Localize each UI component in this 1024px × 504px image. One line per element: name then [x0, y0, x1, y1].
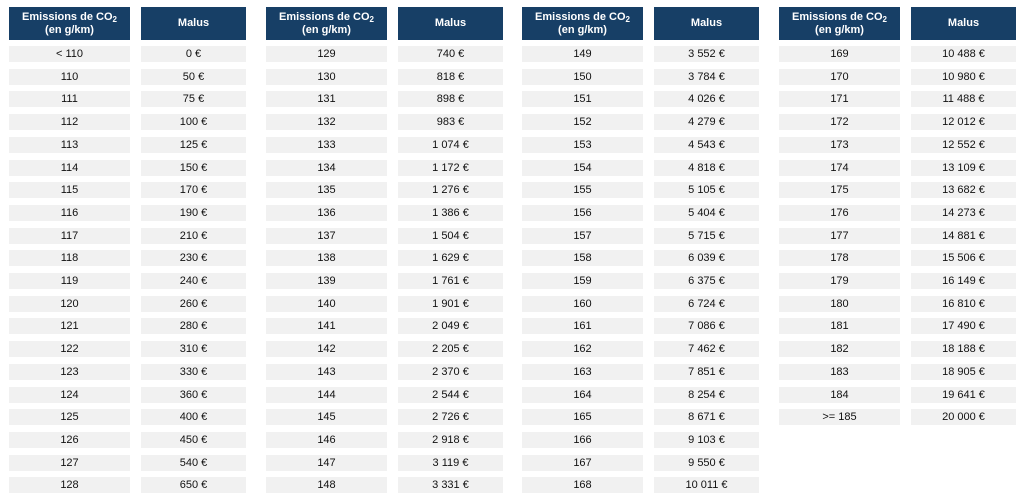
emissions-cell: 121	[9, 318, 130, 334]
malus-cell: 260 €	[141, 296, 246, 312]
malus-cell: 8 671 €	[654, 409, 759, 425]
malus-cell: 12 012 €	[911, 114, 1016, 130]
malus-cell: 18 188 €	[911, 341, 1016, 357]
emissions-cell: 165	[522, 409, 643, 425]
table-column-group	[522, 7, 759, 504]
malus-cell: 3 331 €	[398, 477, 503, 493]
emissions-cell: 148	[266, 477, 387, 493]
emissions-cell: 147	[266, 455, 387, 471]
malus-cell: 450 €	[141, 432, 246, 448]
emissions-cell: >= 185	[779, 409, 900, 425]
emissions-header-label: Emissions de CO	[535, 10, 626, 23]
emissions-cell: 117	[9, 228, 130, 244]
malus-cell: 10 011 €	[654, 477, 759, 493]
malus-cell: 360 €	[141, 387, 246, 403]
table-column-group	[266, 7, 503, 504]
malus-cell: 9 103 €	[654, 432, 759, 448]
emissions-cell: 166	[522, 432, 643, 448]
malus-cell: 1 629 €	[398, 250, 503, 266]
emissions-cell: 183	[779, 364, 900, 380]
emissions-cell: 135	[266, 182, 387, 198]
emissions-cell: 182	[779, 341, 900, 357]
emissions-cell: 132	[266, 114, 387, 130]
table-column-group	[9, 7, 246, 504]
emissions-cell: 181	[779, 318, 900, 334]
emissions-cell: 145	[266, 409, 387, 425]
malus-cell: 170 €	[141, 182, 246, 198]
emissions-cell: 170	[779, 69, 900, 85]
emissions-cell: 161	[522, 318, 643, 334]
malus-cell: 3 784 €	[654, 69, 759, 85]
emissions-cell: 136	[266, 205, 387, 221]
emissions-cell: 131	[266, 91, 387, 107]
emissions-cell: 110	[9, 69, 130, 85]
malus-cell: 650 €	[141, 477, 246, 493]
emissions-header-subscript: 2	[369, 14, 374, 24]
emissions-cell: 127	[9, 455, 130, 471]
malus-header-label: Malus	[947, 17, 980, 29]
emissions-header-unit: (en g/km)	[302, 23, 351, 36]
emissions-cell: 168	[522, 477, 643, 493]
emissions-cell: 179	[779, 273, 900, 289]
malus-cell: 19 641 €	[911, 387, 1016, 403]
malus-cell: 125 €	[141, 137, 246, 153]
malus-cell: 5 715 €	[654, 228, 759, 244]
emissions-cell: 156	[522, 205, 643, 221]
malus-cell: 10 980 €	[911, 69, 1016, 85]
emissions-cell: 153	[522, 137, 643, 153]
malus-header-label: Malus	[434, 17, 467, 29]
malus-cell: 1 172 €	[398, 160, 503, 176]
emissions-cell: 125	[9, 409, 130, 425]
malus-cell: 4 543 €	[654, 137, 759, 153]
emissions-cell: 167	[522, 455, 643, 471]
emissions-cell: 128	[9, 477, 130, 493]
malus-cell: 4 818 €	[654, 160, 759, 176]
malus-cell: 2 049 €	[398, 318, 503, 334]
malus-cell: 230 €	[141, 250, 246, 266]
emissions-header-title	[792, 11, 887, 24]
malus-cell: 1 074 €	[398, 137, 503, 153]
malus-cell: 983 €	[398, 114, 503, 130]
malus-cell: 310 €	[141, 341, 246, 357]
malus-cell: 7 462 €	[654, 341, 759, 357]
emissions-cell: 118	[9, 250, 130, 266]
malus-cell: 20 000 €	[911, 409, 1016, 425]
emissions-cell: 160	[522, 296, 643, 312]
emissions-cell: 175	[779, 182, 900, 198]
malus-cell: 100 €	[141, 114, 246, 130]
malus-cell: 3 552 €	[654, 46, 759, 62]
malus-cell: 12 552 €	[911, 137, 1016, 153]
emissions-cell: 149	[522, 46, 643, 62]
emissions-cell: 137	[266, 228, 387, 244]
emissions-cell: 134	[266, 160, 387, 176]
emissions-cell: 184	[779, 387, 900, 403]
malus-cell: 14 881 €	[911, 228, 1016, 244]
emissions-header-label: Emissions de CO	[792, 10, 883, 23]
emissions-cell: 126	[9, 432, 130, 448]
malus-cell: 2 205 €	[398, 341, 503, 357]
emissions-cell: 158	[522, 250, 643, 266]
malus-cell: 4 279 €	[654, 114, 759, 130]
malus-cell: 190 €	[141, 205, 246, 221]
emissions-cell: 142	[266, 341, 387, 357]
emissions-cell: 164	[522, 387, 643, 403]
emissions-cell: 138	[266, 250, 387, 266]
malus-cell: 5 105 €	[654, 182, 759, 198]
emissions-cell: 177	[779, 228, 900, 244]
emissions-cell: 171	[779, 91, 900, 107]
emissions-cell: 155	[522, 182, 643, 198]
emissions-cell: 114	[9, 160, 130, 176]
malus-cell: 13 682 €	[911, 182, 1016, 198]
malus-cell: 6 039 €	[654, 250, 759, 266]
malus-cell: 6 724 €	[654, 296, 759, 312]
emissions-cell: 176	[779, 205, 900, 221]
emissions-cell: 173	[779, 137, 900, 153]
malus-cell: 1 901 €	[398, 296, 503, 312]
malus-cell: 5 404 €	[654, 205, 759, 221]
emissions-cell: 172	[779, 114, 900, 130]
malus-header-label: Malus	[177, 17, 210, 29]
emissions-header-subscript: 2	[625, 14, 630, 24]
malus-cell: 1 761 €	[398, 273, 503, 289]
emissions-header-unit: (en g/km)	[815, 23, 864, 36]
malus-cell: 3 119 €	[398, 455, 503, 471]
emissions-cell: 144	[266, 387, 387, 403]
emissions-header	[779, 7, 900, 40]
malus-cell: 7 086 €	[654, 318, 759, 334]
malus-cell: 18 905 €	[911, 364, 1016, 380]
malus-header	[911, 7, 1016, 40]
emissions-cell: 119	[9, 273, 130, 289]
emissions-cell: 157	[522, 228, 643, 244]
emissions-cell: 178	[779, 250, 900, 266]
emissions-cell: 141	[266, 318, 387, 334]
emissions-cell: 151	[522, 91, 643, 107]
malus-cell: 898 €	[398, 91, 503, 107]
emissions-cell: 154	[522, 160, 643, 176]
emissions-cell: 124	[9, 387, 130, 403]
emissions-cell: 180	[779, 296, 900, 312]
emissions-cell: 174	[779, 160, 900, 176]
emissions-cell: 169	[779, 46, 900, 62]
malus-cell: 1 386 €	[398, 205, 503, 221]
malus-cell: 75 €	[141, 91, 246, 107]
emissions-cell: 116	[9, 205, 130, 221]
malus-cell: 7 851 €	[654, 364, 759, 380]
malus-cell: 1 504 €	[398, 228, 503, 244]
emissions-header-title	[535, 11, 630, 24]
malus-cell: 0 €	[141, 46, 246, 62]
emissions-cell: 130	[266, 69, 387, 85]
emissions-cell: 150	[522, 69, 643, 85]
malus-cell: 16 810 €	[911, 296, 1016, 312]
malus-header	[654, 7, 759, 40]
malus-cell: 6 375 €	[654, 273, 759, 289]
malus-header-label: Malus	[690, 17, 723, 29]
emissions-cell: 163	[522, 364, 643, 380]
emissions-header-unit: (en g/km)	[558, 23, 607, 36]
emissions-header-title	[22, 11, 117, 24]
emissions-header	[9, 7, 130, 40]
malus-cell: 17 490 €	[911, 318, 1016, 334]
emissions-header-unit: (en g/km)	[45, 23, 94, 36]
malus-cell: 540 €	[141, 455, 246, 471]
emissions-header-subscript: 2	[112, 14, 117, 24]
malus-cell: 740 €	[398, 46, 503, 62]
emissions-cell: 159	[522, 273, 643, 289]
emissions-cell: < 110	[9, 46, 130, 62]
emissions-cell: 112	[9, 114, 130, 130]
malus-cell: 50 €	[141, 69, 246, 85]
malus-cell: 4 026 €	[654, 91, 759, 107]
emissions-cell: 139	[266, 273, 387, 289]
malus-header	[398, 7, 503, 40]
malus-cell: 150 €	[141, 160, 246, 176]
malus-cell: 210 €	[141, 228, 246, 244]
malus-cell: 400 €	[141, 409, 246, 425]
emissions-cell: 115	[9, 182, 130, 198]
malus-cell: 2 918 €	[398, 432, 503, 448]
emissions-cell: 122	[9, 341, 130, 357]
malus-cell: 10 488 €	[911, 46, 1016, 62]
emissions-header-title	[279, 11, 374, 24]
emissions-header-label: Emissions de CO	[22, 10, 113, 23]
malus-cell: 16 149 €	[911, 273, 1016, 289]
emissions-cell: 120	[9, 296, 130, 312]
emissions-header-label: Emissions de CO	[279, 10, 370, 23]
malus-cell: 13 109 €	[911, 160, 1016, 176]
malus-cell: 14 273 €	[911, 205, 1016, 221]
emissions-cell: 152	[522, 114, 643, 130]
emissions-cell: 123	[9, 364, 130, 380]
malus-cell: 1 276 €	[398, 182, 503, 198]
emissions-cell: 140	[266, 296, 387, 312]
emissions-cell: 133	[266, 137, 387, 153]
emissions-header	[266, 7, 387, 40]
malus-cell: 11 488 €	[911, 91, 1016, 107]
malus-cell: 2 726 €	[398, 409, 503, 425]
malus-cell: 818 €	[398, 69, 503, 85]
malus-cell: 15 506 €	[911, 250, 1016, 266]
malus-cell: 2 544 €	[398, 387, 503, 403]
emissions-cell: 143	[266, 364, 387, 380]
emissions-header-subscript: 2	[882, 14, 887, 24]
emissions-header	[522, 7, 643, 40]
emissions-cell: 162	[522, 341, 643, 357]
table-column-group	[779, 7, 1016, 504]
emissions-cell: 129	[266, 46, 387, 62]
malus-cell: 280 €	[141, 318, 246, 334]
malus-cell: 330 €	[141, 364, 246, 380]
emissions-cell: 146	[266, 432, 387, 448]
malus-cell: 240 €	[141, 273, 246, 289]
malus-cell: 2 370 €	[398, 364, 503, 380]
malus-cell: 8 254 €	[654, 387, 759, 403]
emissions-cell: 111	[9, 91, 130, 107]
emissions-cell: 113	[9, 137, 130, 153]
malus-cell: 9 550 €	[654, 455, 759, 471]
malus-header	[141, 7, 246, 40]
